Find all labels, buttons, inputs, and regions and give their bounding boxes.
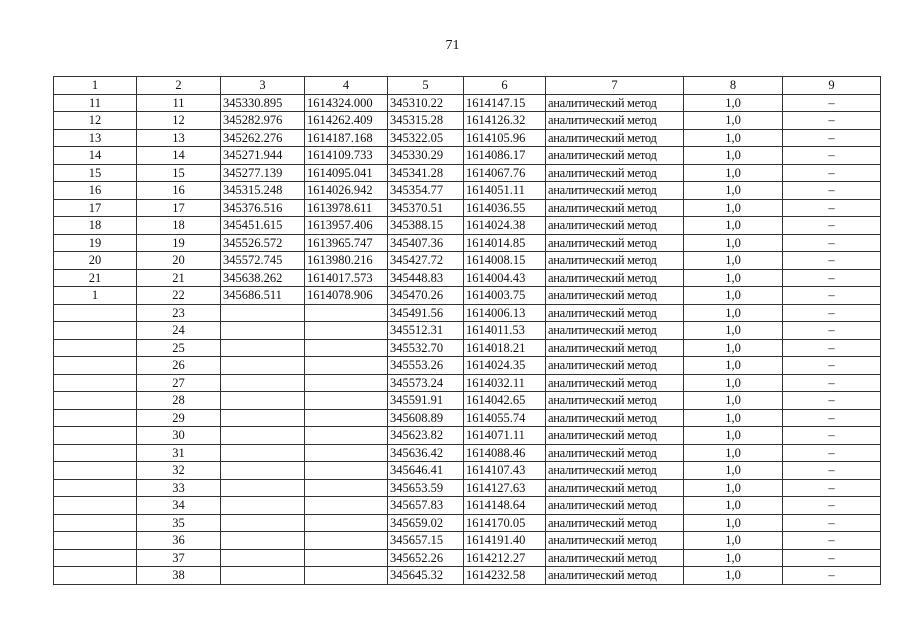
cell-y: 1614232.58 (464, 567, 546, 585)
cell-y-old: 1614095.041 (305, 164, 388, 182)
cell-y: 1614008.15 (464, 252, 546, 270)
cell-x: 345652.26 (388, 549, 464, 567)
cell-point-id (54, 322, 137, 340)
cell-y: 1614003.75 (464, 287, 546, 305)
table-row (54, 427, 881, 445)
cell-y: 1614067.76 (464, 164, 546, 182)
cell-x-old: 345271.944 (221, 147, 305, 165)
cell-method: аналитический метод (546, 514, 684, 532)
table-row (54, 252, 881, 270)
cell-y-old (305, 532, 388, 550)
cell-x: 345330.29 (388, 147, 464, 165)
cell-y-old (305, 357, 388, 375)
cell-x: 345636.42 (388, 444, 464, 462)
cell-note: – (783, 514, 881, 532)
cell-y-old: 1613965.747 (305, 234, 388, 252)
cell-x: 345532.70 (388, 339, 464, 357)
cell-point-id (54, 357, 137, 375)
cell-point-id (54, 374, 137, 392)
cell-y-old (305, 374, 388, 392)
cell-note: – (783, 322, 881, 340)
cell-x-old: 345451.615 (221, 217, 305, 235)
cell-y: 1614004.43 (464, 269, 546, 287)
cell-method: аналитический метод (546, 129, 684, 147)
column-header: 6 (464, 77, 546, 95)
cell-point-id: 16 (54, 182, 137, 200)
cell-y: 1614024.35 (464, 357, 546, 375)
table-row (54, 112, 881, 130)
cell-x: 345608.89 (388, 409, 464, 427)
cell-point-number: 37 (137, 549, 221, 567)
cell-point-number: 32 (137, 462, 221, 480)
cell-note: – (783, 357, 881, 375)
cell-point-number: 15 (137, 164, 221, 182)
cell-accuracy: 1,0 (684, 514, 783, 532)
cell-method: аналитический метод (546, 339, 684, 357)
cell-y: 1614014.85 (464, 234, 546, 252)
cell-y-old: 1614187.168 (305, 129, 388, 147)
cell-x: 345657.15 (388, 532, 464, 550)
cell-accuracy: 1,0 (684, 567, 783, 585)
table-row (54, 479, 881, 497)
table-row (54, 129, 881, 147)
cell-accuracy: 1,0 (684, 322, 783, 340)
cell-y: 1614051.11 (464, 182, 546, 200)
cell-note: – (783, 182, 881, 200)
cell-x: 345354.77 (388, 182, 464, 200)
cell-method: аналитический метод (546, 392, 684, 410)
cell-point-id (54, 479, 137, 497)
cell-accuracy: 1,0 (684, 164, 783, 182)
cell-y: 1614011.53 (464, 322, 546, 340)
cell-accuracy: 1,0 (684, 269, 783, 287)
cell-point-id: 12 (54, 112, 137, 130)
page-number: 71 (445, 38, 460, 53)
cell-y-old (305, 567, 388, 585)
cell-y: 1614191.40 (464, 532, 546, 550)
table-row (54, 374, 881, 392)
cell-y-old (305, 479, 388, 497)
cell-method: аналитический метод (546, 462, 684, 480)
cell-note: – (783, 549, 881, 567)
cell-y-old (305, 339, 388, 357)
column-header: 9 (783, 77, 881, 95)
cell-point-id (54, 304, 137, 322)
cell-x: 345310.22 (388, 94, 464, 112)
cell-note: – (783, 462, 881, 480)
cell-x-old (221, 444, 305, 462)
cell-point-number: 38 (137, 567, 221, 585)
cell-accuracy: 1,0 (684, 252, 783, 270)
cell-accuracy: 1,0 (684, 339, 783, 357)
cell-y: 1614036.55 (464, 199, 546, 217)
cell-point-number: 22 (137, 287, 221, 305)
cell-point-id: 14 (54, 147, 137, 165)
cell-note: – (783, 304, 881, 322)
cell-method: аналитический метод (546, 567, 684, 585)
cell-point-number: 14 (137, 147, 221, 165)
cell-x-old (221, 427, 305, 445)
cell-x: 345315.28 (388, 112, 464, 130)
cell-accuracy: 1,0 (684, 217, 783, 235)
cell-x: 345646.41 (388, 462, 464, 480)
cell-y-old: 1613978.611 (305, 199, 388, 217)
column-header: 5 (388, 77, 464, 95)
table-row (54, 444, 881, 462)
cell-method: аналитический метод (546, 252, 684, 270)
cell-method: аналитический метод (546, 427, 684, 445)
cell-method: аналитический метод (546, 409, 684, 427)
cell-point-number: 12 (137, 112, 221, 130)
cell-point-number: 13 (137, 129, 221, 147)
cell-method: аналитический метод (546, 199, 684, 217)
cell-y: 1614055.74 (464, 409, 546, 427)
table-row (54, 217, 881, 235)
table-row (54, 94, 881, 112)
cell-accuracy: 1,0 (684, 409, 783, 427)
cell-method: аналитический метод (546, 497, 684, 515)
cell-point-id (54, 462, 137, 480)
cell-accuracy: 1,0 (684, 532, 783, 550)
cell-y: 1614127.63 (464, 479, 546, 497)
cell-point-id: 21 (54, 269, 137, 287)
cell-point-id (54, 444, 137, 462)
cell-note: – (783, 392, 881, 410)
cell-note: – (783, 497, 881, 515)
cell-x-old: 345686.511 (221, 287, 305, 305)
cell-method: аналитический метод (546, 532, 684, 550)
cell-point-number: 19 (137, 234, 221, 252)
cell-point-id: 20 (54, 252, 137, 270)
cell-y-old (305, 444, 388, 462)
cell-accuracy: 1,0 (684, 549, 783, 567)
cell-x-old: 345526.572 (221, 234, 305, 252)
cell-note: – (783, 129, 881, 147)
cell-point-number: 35 (137, 514, 221, 532)
cell-point-number: 36 (137, 532, 221, 550)
cell-note: – (783, 217, 881, 235)
cell-note: – (783, 147, 881, 165)
table-row (54, 304, 881, 322)
cell-note: – (783, 339, 881, 357)
cell-method: аналитический метод (546, 147, 684, 165)
cell-x: 345657.83 (388, 497, 464, 515)
cell-y-old (305, 514, 388, 532)
cell-method: аналитический метод (546, 269, 684, 287)
table-row (54, 269, 881, 287)
cell-x: 345388.15 (388, 217, 464, 235)
cell-point-number: 11 (137, 94, 221, 112)
cell-note: – (783, 164, 881, 182)
cell-method: аналитический метод (546, 357, 684, 375)
cell-note: – (783, 479, 881, 497)
cell-method: аналитический метод (546, 234, 684, 252)
cell-x: 345370.51 (388, 199, 464, 217)
cell-y: 1614148.64 (464, 497, 546, 515)
cell-accuracy: 1,0 (684, 304, 783, 322)
cell-x-old (221, 304, 305, 322)
cell-point-id: 15 (54, 164, 137, 182)
table-row (54, 357, 881, 375)
cell-point-number: 26 (137, 357, 221, 375)
table-row (54, 287, 881, 305)
cell-point-id (54, 567, 137, 585)
cell-note: – (783, 427, 881, 445)
table-row (54, 514, 881, 532)
table-row (54, 199, 881, 217)
cell-point-number: 17 (137, 199, 221, 217)
cell-x: 345653.59 (388, 479, 464, 497)
cell-x-old (221, 374, 305, 392)
cell-note: – (783, 94, 881, 112)
cell-x: 345573.24 (388, 374, 464, 392)
column-header: 1 (54, 77, 137, 95)
cell-note: – (783, 252, 881, 270)
cell-x-old (221, 514, 305, 532)
cell-x: 345512.31 (388, 322, 464, 340)
cell-y-old: 1614026.942 (305, 182, 388, 200)
cell-y-old: 1614109.733 (305, 147, 388, 165)
cell-note: – (783, 532, 881, 550)
cell-point-number: 27 (137, 374, 221, 392)
cell-x-old: 345572.745 (221, 252, 305, 270)
cell-accuracy: 1,0 (684, 392, 783, 410)
cell-x-old (221, 549, 305, 567)
cell-y: 1614018.21 (464, 339, 546, 357)
cell-note: – (783, 112, 881, 130)
table-row (54, 147, 881, 165)
cell-method: аналитический метод (546, 479, 684, 497)
cell-point-id: 11 (54, 94, 137, 112)
cell-point-number: 23 (137, 304, 221, 322)
table-row (54, 497, 881, 515)
table-row (54, 409, 881, 427)
cell-point-number: 29 (137, 409, 221, 427)
cell-x-old (221, 392, 305, 410)
cell-y-old (305, 322, 388, 340)
cell-point-id (54, 339, 137, 357)
cell-accuracy: 1,0 (684, 94, 783, 112)
cell-y-old: 1614078.906 (305, 287, 388, 305)
cell-point-id (54, 409, 137, 427)
cell-y: 1614024.38 (464, 217, 546, 235)
table-row (54, 392, 881, 410)
cell-x-old (221, 567, 305, 585)
cell-method: аналитический метод (546, 182, 684, 200)
cell-y: 1614147.15 (464, 94, 546, 112)
cell-x: 345659.02 (388, 514, 464, 532)
column-header: 7 (546, 77, 684, 95)
column-header: 8 (684, 77, 783, 95)
cell-accuracy: 1,0 (684, 147, 783, 165)
cell-y-old: 1614324.000 (305, 94, 388, 112)
cell-x-old (221, 409, 305, 427)
cell-y: 1614006.13 (464, 304, 546, 322)
cell-note: – (783, 269, 881, 287)
cell-point-id: 18 (54, 217, 137, 235)
cell-y-old: 1614262.409 (305, 112, 388, 130)
cell-x: 345623.82 (388, 427, 464, 445)
cell-note: – (783, 567, 881, 585)
cell-x: 345645.32 (388, 567, 464, 585)
cell-method: аналитический метод (546, 287, 684, 305)
cell-x-old: 345282.976 (221, 112, 305, 130)
cell-x: 345427.72 (388, 252, 464, 270)
cell-point-number: 28 (137, 392, 221, 410)
cell-method: аналитический метод (546, 164, 684, 182)
cell-x-old: 345638.262 (221, 269, 305, 287)
cell-x-old: 345376.516 (221, 199, 305, 217)
cell-method: аналитический метод (546, 94, 684, 112)
cell-accuracy: 1,0 (684, 287, 783, 305)
cell-y-old: 1613980.216 (305, 252, 388, 270)
cell-accuracy: 1,0 (684, 374, 783, 392)
cell-x: 345407.36 (388, 234, 464, 252)
cell-y: 1614042.65 (464, 392, 546, 410)
cell-point-id (54, 514, 137, 532)
cell-accuracy: 1,0 (684, 357, 783, 375)
cell-point-id (54, 532, 137, 550)
cell-note: – (783, 444, 881, 462)
cell-x: 345591.91 (388, 392, 464, 410)
cell-x-old (221, 357, 305, 375)
cell-y-old: 1614017.573 (305, 269, 388, 287)
cell-point-id: 13 (54, 129, 137, 147)
cell-point-number: 33 (137, 479, 221, 497)
coordinates-table (53, 76, 881, 585)
cell-point-id (54, 497, 137, 515)
cell-accuracy: 1,0 (684, 199, 783, 217)
cell-point-number: 21 (137, 269, 221, 287)
cell-accuracy: 1,0 (684, 462, 783, 480)
table-row (54, 182, 881, 200)
column-header: 4 (305, 77, 388, 95)
cell-point-number: 30 (137, 427, 221, 445)
cell-y: 1614071.11 (464, 427, 546, 445)
cell-note: – (783, 409, 881, 427)
cell-x-old (221, 462, 305, 480)
cell-y: 1614032.11 (464, 374, 546, 392)
cell-point-number: 31 (137, 444, 221, 462)
cell-accuracy: 1,0 (684, 129, 783, 147)
cell-method: аналитический метод (546, 217, 684, 235)
cell-point-id: 17 (54, 199, 137, 217)
cell-point-id: 1 (54, 287, 137, 305)
column-header: 3 (221, 77, 305, 95)
cell-x: 345341.28 (388, 164, 464, 182)
cell-y: 1614088.46 (464, 444, 546, 462)
cell-point-number: 24 (137, 322, 221, 340)
cell-x: 345553.26 (388, 357, 464, 375)
table-row (54, 532, 881, 550)
cell-point-number: 16 (137, 182, 221, 200)
table-row (54, 339, 881, 357)
cell-x: 345491.56 (388, 304, 464, 322)
cell-note: – (783, 199, 881, 217)
cell-note: – (783, 374, 881, 392)
cell-accuracy: 1,0 (684, 112, 783, 130)
table-row (54, 164, 881, 182)
cell-y: 1614107.43 (464, 462, 546, 480)
cell-method: аналитический метод (546, 549, 684, 567)
table-row (54, 234, 881, 252)
column-header: 2 (137, 77, 221, 95)
cell-y-old (305, 462, 388, 480)
cell-y-old (305, 427, 388, 445)
cell-note: – (783, 287, 881, 305)
cell-method: аналитический метод (546, 304, 684, 322)
cell-point-id: 19 (54, 234, 137, 252)
cell-x-old: 345315.248 (221, 182, 305, 200)
cell-x: 345470.26 (388, 287, 464, 305)
cell-point-id (54, 549, 137, 567)
cell-x-old (221, 479, 305, 497)
cell-accuracy: 1,0 (684, 497, 783, 515)
cell-y: 1614126.32 (464, 112, 546, 130)
cell-y: 1614170.05 (464, 514, 546, 532)
table-body (54, 94, 881, 584)
cell-method: аналитический метод (546, 444, 684, 462)
cell-y: 1614086.17 (464, 147, 546, 165)
cell-y-old (305, 392, 388, 410)
cell-x-old (221, 532, 305, 550)
cell-x-old: 345277.139 (221, 164, 305, 182)
cell-x: 345448.83 (388, 269, 464, 287)
table-row (54, 549, 881, 567)
cell-y-old (305, 497, 388, 515)
cell-method: аналитический метод (546, 112, 684, 130)
cell-x-old: 345330.895 (221, 94, 305, 112)
cell-y-old (305, 549, 388, 567)
cell-x-old (221, 322, 305, 340)
cell-note: – (783, 234, 881, 252)
cell-accuracy: 1,0 (684, 444, 783, 462)
cell-point-number: 25 (137, 339, 221, 357)
cell-method: аналитический метод (546, 374, 684, 392)
table-header-row (54, 77, 881, 95)
cell-y-old (305, 409, 388, 427)
cell-method: аналитический метод (546, 322, 684, 340)
cell-accuracy: 1,0 (684, 234, 783, 252)
cell-point-number: 34 (137, 497, 221, 515)
cell-accuracy: 1,0 (684, 182, 783, 200)
cell-point-id (54, 427, 137, 445)
cell-x-old (221, 339, 305, 357)
cell-point-number: 20 (137, 252, 221, 270)
table-row (54, 567, 881, 585)
cell-point-number: 18 (137, 217, 221, 235)
table-row (54, 322, 881, 340)
cell-x-old: 345262.276 (221, 129, 305, 147)
cell-y: 1614105.96 (464, 129, 546, 147)
cell-y: 1614212.27 (464, 549, 546, 567)
cell-x: 345322.05 (388, 129, 464, 147)
cell-x-old (221, 497, 305, 515)
cell-accuracy: 1,0 (684, 479, 783, 497)
table-row (54, 462, 881, 480)
cell-accuracy: 1,0 (684, 427, 783, 445)
cell-y-old (305, 304, 388, 322)
cell-point-id (54, 392, 137, 410)
cell-y-old: 1613957.406 (305, 217, 388, 235)
